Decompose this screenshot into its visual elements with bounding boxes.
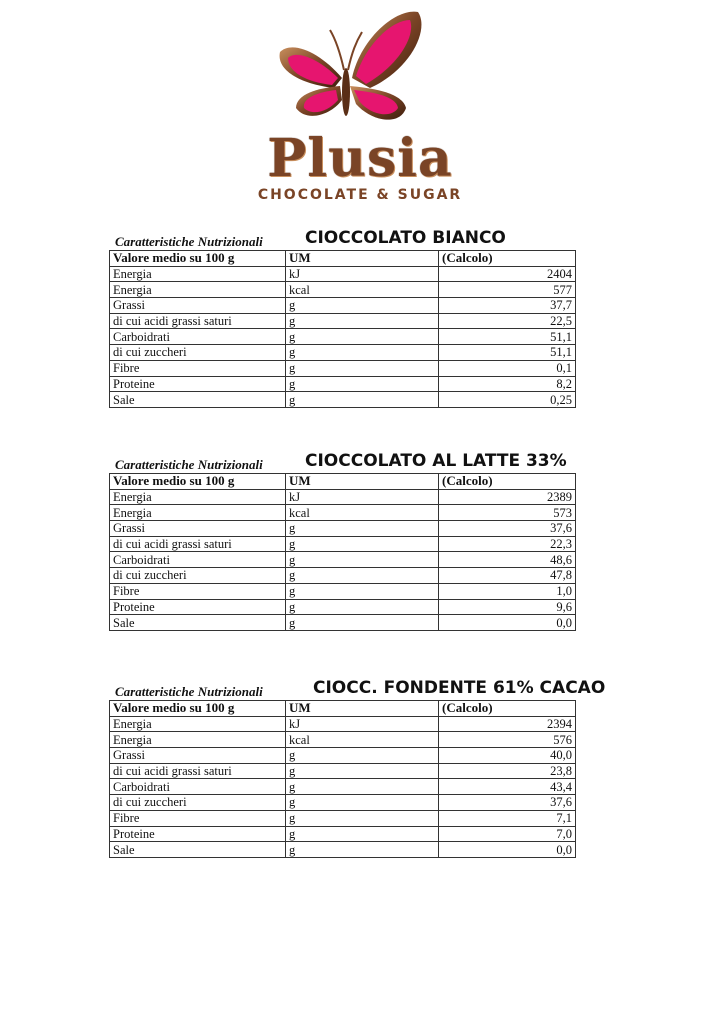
- unit: g: [286, 313, 439, 329]
- butterfly-icon: [0, 0, 720, 140]
- nutrient-name: Grassi: [110, 298, 286, 314]
- table-row: [110, 795, 576, 811]
- nutrient-name: Carboidrati: [110, 779, 286, 795]
- table-row: [110, 763, 576, 779]
- table-row: [110, 568, 576, 584]
- value: 47,8: [439, 568, 576, 584]
- column-header: Valore medio su 100 g: [110, 251, 286, 267]
- nutrient-name: Sale: [110, 615, 286, 631]
- unit: g: [286, 748, 439, 764]
- table-row: [110, 748, 576, 764]
- unit: g: [286, 763, 439, 779]
- table-row: [110, 266, 576, 282]
- nutrition-section-latte: [109, 447, 575, 631]
- nutrition-table: [109, 473, 576, 631]
- nutrient-name: Energia: [110, 266, 286, 282]
- value: 0,0: [439, 615, 576, 631]
- table-row: [110, 615, 576, 631]
- value: 37,7: [439, 298, 576, 314]
- unit: g: [286, 360, 439, 376]
- brand-logo: [0, 0, 720, 215]
- nutrient-name: di cui acidi grassi saturi: [110, 313, 286, 329]
- column-header: UM: [286, 701, 439, 717]
- section-label: Caratteristiche Nutrizionali: [115, 684, 263, 699]
- value: 51,1: [439, 345, 576, 361]
- table-row: [110, 329, 576, 345]
- table-row: [110, 360, 576, 376]
- table-row: [110, 376, 576, 392]
- unit: kJ: [286, 716, 439, 732]
- table-row: [110, 732, 576, 748]
- nutrient-name: Fibre: [110, 583, 286, 599]
- nutrient-name: di cui zuccheri: [110, 568, 286, 584]
- column-header: UM: [286, 251, 439, 267]
- value: 0,25: [439, 392, 576, 408]
- unit: g: [286, 795, 439, 811]
- table-header-row: [110, 701, 576, 717]
- value: 7,0: [439, 826, 576, 842]
- table-row: [110, 505, 576, 521]
- value: 0,0: [439, 842, 576, 858]
- nutrient-name: Carboidrati: [110, 329, 286, 345]
- unit: kJ: [286, 266, 439, 282]
- table-row: [110, 583, 576, 599]
- value: 23,8: [439, 763, 576, 779]
- value: 0,1: [439, 360, 576, 376]
- table-row: [110, 536, 576, 552]
- table-row: [110, 313, 576, 329]
- unit: kcal: [286, 732, 439, 748]
- value: 43,4: [439, 779, 576, 795]
- value: 2389: [439, 489, 576, 505]
- unit: g: [286, 615, 439, 631]
- nutrient-name: di cui zuccheri: [110, 345, 286, 361]
- nutrient-name: di cui acidi grassi saturi: [110, 763, 286, 779]
- unit: kcal: [286, 282, 439, 298]
- nutrition-table: [109, 250, 576, 408]
- nutrition-section-fondente: [109, 674, 606, 858]
- value: 51,1: [439, 329, 576, 345]
- unit: g: [286, 298, 439, 314]
- table-row: [110, 810, 576, 826]
- value: 37,6: [439, 795, 576, 811]
- nutrient-name: Fibre: [110, 360, 286, 376]
- nutrient-name: Proteine: [110, 599, 286, 615]
- column-header: UM: [286, 474, 439, 490]
- nutrient-name: Energia: [110, 505, 286, 521]
- table-row: [110, 779, 576, 795]
- product-title: CIOCC. FONDENTE 61% CACAO: [313, 678, 606, 698]
- unit: g: [286, 552, 439, 568]
- product-title: CIOCCOLATO BIANCO: [305, 228, 506, 248]
- unit: g: [286, 376, 439, 392]
- unit: g: [286, 779, 439, 795]
- value: 9,6: [439, 599, 576, 615]
- unit: g: [286, 392, 439, 408]
- value: 2394: [439, 716, 576, 732]
- nutrient-name: Grassi: [110, 748, 286, 764]
- unit: g: [286, 583, 439, 599]
- brand-name: Plusia: [267, 128, 453, 189]
- nutrition-table: [109, 700, 576, 858]
- table-row: [110, 716, 576, 732]
- value: 8,2: [439, 376, 576, 392]
- unit: g: [286, 345, 439, 361]
- value: 573: [439, 505, 576, 521]
- table-row: [110, 282, 576, 298]
- column-header: Valore medio su 100 g: [110, 701, 286, 717]
- brand-subtitle: CHOCOLATE & SUGAR: [257, 187, 463, 203]
- value: 40,0: [439, 748, 576, 764]
- column-header: (Calcolo): [439, 474, 576, 490]
- table-row: [110, 552, 576, 568]
- nutrient-name: Fibre: [110, 810, 286, 826]
- unit: g: [286, 599, 439, 615]
- nutrition-section-bianco: [109, 224, 575, 408]
- unit: g: [286, 568, 439, 584]
- unit: g: [286, 521, 439, 537]
- unit: kJ: [286, 489, 439, 505]
- column-header: (Calcolo): [439, 251, 576, 267]
- nutrient-name: Proteine: [110, 376, 286, 392]
- product-title: CIOCCOLATO AL LATTE 33%: [305, 451, 567, 471]
- value: 577: [439, 282, 576, 298]
- section-label: Caratteristiche Nutrizionali: [115, 234, 263, 249]
- nutrient-name: Sale: [110, 842, 286, 858]
- value: 2404: [439, 266, 576, 282]
- unit: g: [286, 826, 439, 842]
- value: 576: [439, 732, 576, 748]
- table-row: [110, 489, 576, 505]
- nutrient-name: Energia: [110, 489, 286, 505]
- column-header: (Calcolo): [439, 701, 576, 717]
- value: 22,5: [439, 313, 576, 329]
- unit: g: [286, 329, 439, 345]
- table-row: [110, 298, 576, 314]
- table-row: [110, 842, 576, 858]
- section-label: Caratteristiche Nutrizionali: [115, 457, 263, 472]
- nutrient-name: Energia: [110, 282, 286, 298]
- nutrient-name: Grassi: [110, 521, 286, 537]
- value: 37,6: [439, 521, 576, 537]
- table-header-row: [110, 251, 576, 267]
- nutrient-name: Energia: [110, 716, 286, 732]
- unit: g: [286, 810, 439, 826]
- nutrient-name: Proteine: [110, 826, 286, 842]
- table-row: [110, 345, 576, 361]
- unit: g: [286, 842, 439, 858]
- table-row: [110, 826, 576, 842]
- column-header: Valore medio su 100 g: [110, 474, 286, 490]
- table-row: [110, 392, 576, 408]
- nutrient-name: Carboidrati: [110, 552, 286, 568]
- value: 1,0: [439, 583, 576, 599]
- value: 22,3: [439, 536, 576, 552]
- value: 7,1: [439, 810, 576, 826]
- nutrient-name: di cui zuccheri: [110, 795, 286, 811]
- nutrient-name: di cui acidi grassi saturi: [110, 536, 286, 552]
- table-row: [110, 599, 576, 615]
- table-row: [110, 521, 576, 537]
- unit: g: [286, 536, 439, 552]
- table-header-row: [110, 474, 576, 490]
- unit: kcal: [286, 505, 439, 521]
- value: 48,6: [439, 552, 576, 568]
- nutrient-name: Sale: [110, 392, 286, 408]
- nutrient-name: Energia: [110, 732, 286, 748]
